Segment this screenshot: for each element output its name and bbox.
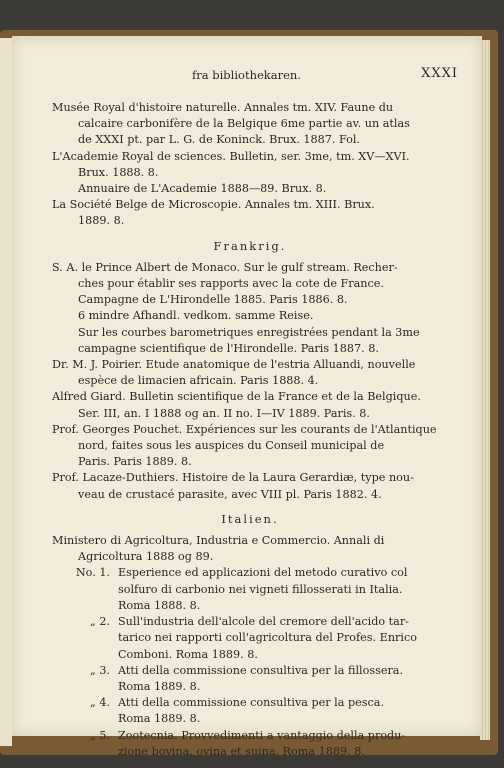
numbered-entry	[52, 565, 448, 614]
entry-line: tarico nei rapporti coll'agricoltura del Profes. Enrico	[118, 631, 417, 645]
entry-line: Comboni. Roma 1889. 8.	[118, 647, 258, 661]
entry-line: Ministero di Agricoltura, Industria e Commercio. Annali di	[52, 534, 385, 548]
page-number: XXXI	[421, 66, 458, 81]
entry-line: ches pour établir ses rapports avec la cote de France.	[78, 277, 384, 291]
entry-line: Annuaire de L'Academie 1888—89. Brux. 8.	[78, 182, 327, 196]
france-entries	[52, 260, 448, 503]
facing-page-edge	[0, 38, 12, 746]
entry-line: 1889. 8.	[78, 214, 125, 228]
entry-number: „ 3.	[89, 663, 110, 677]
bibliography-entry	[52, 470, 448, 502]
bibliography-entry	[52, 422, 448, 471]
entry-line: espèce de limacien africain. Paris 1888. 4.	[78, 374, 319, 388]
entry-line: Sur les courbes barometriques enregistrées pendant la 3me	[78, 325, 420, 339]
bibliography-entry	[52, 357, 448, 389]
section-heading-italy: Italien.	[221, 511, 279, 526]
entry-line: solfuro di carbonio nei vigneti fillosserati in Italia.	[118, 582, 403, 596]
entry-line: Prof. Lacaze-Duthiers. Histoire de la Laura Gerardiæ, type nou-	[52, 471, 414, 485]
entry-text	[118, 614, 448, 663]
bibliography-entry	[52, 260, 448, 309]
entry-text	[118, 565, 448, 614]
bibliography-entry	[52, 325, 448, 357]
entry-line: Alfred Giard. Bulletin scientifique de la France et de la Belgique.	[52, 390, 421, 404]
entry-number: „ 4.	[89, 696, 110, 710]
entry-line: veau de crustacé parasite, avec VIII pl. Paris 1882. 4.	[78, 487, 382, 501]
bibliography-entry	[52, 100, 448, 149]
entry-line: de XXXI pt. par L. G. de Koninck. Brux. 1887. Fol.	[78, 133, 360, 147]
entry-line: Atti della commissione consultiva per la fillossera.	[118, 663, 404, 677]
entry-line: Brux. 1888. 8.	[78, 165, 159, 179]
book-page	[12, 36, 482, 758]
italy-numbered-list	[52, 565, 448, 759]
entry-line: calcaire carbonifère de la Belgique 6me partie av. un atlas	[78, 117, 410, 131]
belgium-entries	[52, 100, 448, 230]
entry-text	[118, 728, 448, 760]
entry-line: Campagne de L'Hirondelle 1885. Paris 1886. 8.	[78, 293, 348, 307]
entry-line: campagne scientifique de l'Hirondelle. Paris 1887. 8.	[78, 341, 379, 355]
entry-line: Roma 1889. 8.	[118, 679, 201, 693]
numbered-entry	[52, 614, 448, 663]
bibliography-entry	[52, 181, 448, 197]
entry-text	[118, 663, 448, 695]
entry-line: 6 mindre Afhandl. vedkom. samme Reise.	[78, 309, 314, 323]
entry-line: Ser. III, an. I 1888 og an. II no. I—IV 1889. Paris. 8.	[78, 406, 370, 420]
bibliography-entry	[52, 308, 448, 324]
entry-line: Prof. Georges Pouchet. Expériences sur les courants de l'Atlantique	[52, 422, 437, 436]
numbered-entry	[52, 663, 448, 695]
entry-line: S. A. le Prince Albert de Monaco. Sur le gulf stream. Recher-	[52, 260, 398, 274]
entry-line: Atti della commissione consultiva per la pesca.	[118, 696, 385, 710]
entry-line: nord, faites sous les auspices du Conseil municipal de	[78, 439, 385, 453]
entry-line: L'Academie Royal de sciences. Bulletin, ser. 3me, tm. XV—XVI.	[52, 149, 410, 163]
entry-line: Dr. M. J. Poirier. Etude anatomique de l'estria Alluandi, nouvelle	[52, 358, 416, 372]
bibliography-entry	[52, 149, 448, 181]
entry-line: La Société Belge de Microscopie. Annales tm. XIII. Brux.	[52, 198, 375, 212]
page-content	[52, 100, 448, 760]
entry-line: Zootecnia. Provvedimenti a vantaggio della produ-	[118, 728, 406, 742]
italy-intro-entry	[52, 533, 448, 565]
entry-line: Musée Royal d'histoire naturelle. Annales tm. XIV. Faune du	[52, 101, 394, 114]
entry-line: Roma 1888. 8.	[118, 598, 201, 612]
bibliography-entry	[52, 197, 448, 229]
bibliography-entry	[52, 389, 448, 421]
entry-line: Paris. Paris 1889. 8.	[78, 455, 192, 469]
entry-line: Esperience ed applicazioni del metodo curativo col	[118, 566, 408, 580]
numbered-entry	[52, 695, 448, 727]
entry-number: No. 1.	[75, 566, 110, 580]
entry-number: „ 2.	[89, 615, 110, 629]
numbered-entry	[52, 728, 448, 760]
entry-line: Roma 1889. 8.	[118, 712, 201, 726]
entry-number: „ 5.	[89, 728, 110, 742]
entry-text	[118, 695, 448, 727]
entry-line: zione bovina, ovina et suina. Roma 1889. 8.	[118, 744, 365, 758]
section-heading-france: Frankrig.	[213, 238, 287, 253]
running-title: fra bibliothekaren.	[192, 68, 301, 82]
entry-line: Sull'industria dell'alcole del cremore dell'acido tar-	[118, 615, 409, 629]
entry-line: Agricoltura 1888 og 89.	[78, 550, 214, 564]
